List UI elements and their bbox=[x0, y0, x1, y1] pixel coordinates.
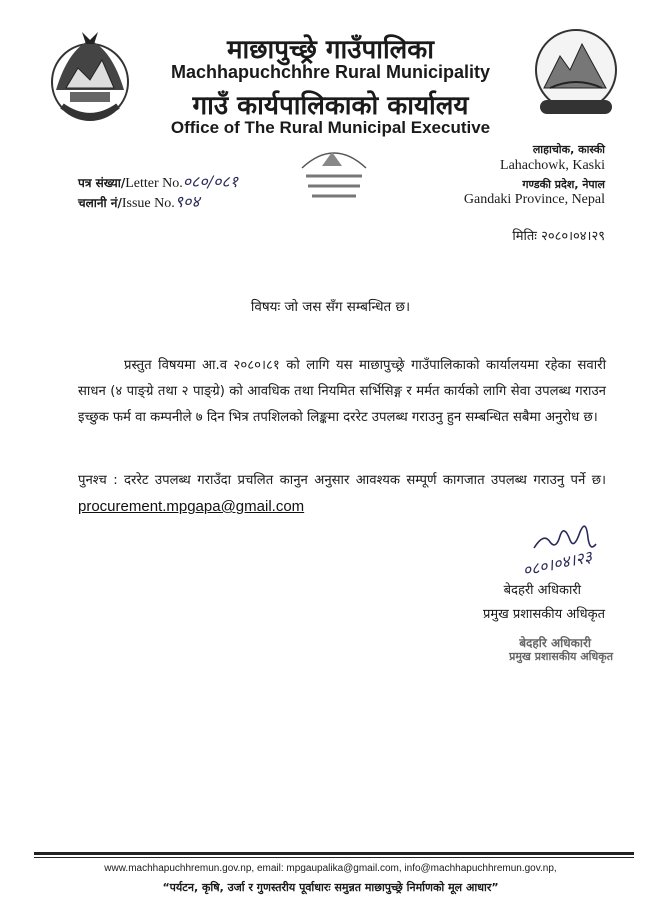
issue-label-np: चलानी नं/ bbox=[78, 196, 122, 210]
letter-number bbox=[78, 170, 238, 192]
signatory-title: प्रमुख प्रशासकीय अधिकृत bbox=[482, 607, 605, 622]
date-value: २०८०।०४।२९ bbox=[541, 229, 605, 244]
office-stamp bbox=[296, 138, 372, 208]
body-paragraph-2 bbox=[78, 468, 606, 521]
paragraph1-text: प्रस्तुत विषयमा आ.व २०८०।८१ को लागि यस माछापुच्छ्रे गाउँपालिकाको कार्यालयमा रहेका सवारी साधन (४ पाङ्ग्रे तथा २ पाङ्ग्रे) को आवधिक तथा नियमित सर्भिसिङ्ग र मर्मत कार्यको लागि सेवा उपलब्ध गराउन इच्छुक फर्म वा कम्पनीले ७ दिन भित्र तपशिलको लिङ्कमा दररेट उपलब्ध गराउनु हुन सम्बन्धित सबैमा अनुरोध छ। bbox=[78, 358, 606, 425]
address-line2-np: गण्डकी प्रदेश, नेपाल bbox=[522, 178, 605, 191]
address-line1-np: लाहाचोक, कास्की bbox=[532, 143, 605, 156]
office-name-english: Office of The Rural Municipal Executive bbox=[170, 118, 491, 137]
date-label: मितिः bbox=[512, 229, 537, 244]
subject-line: विषयः जो जस सँग सम्बन्धित छ। bbox=[250, 299, 411, 315]
municipality-name-nepali: माछापुच्छ्रे गाउँपालिका bbox=[226, 35, 435, 65]
issue-number-value: ९०४ bbox=[174, 192, 200, 211]
signatory-name: बेदहरी अधिकारी bbox=[503, 583, 581, 598]
office-name-nepali: गाउँ कार्यपालिकाको कार्यालय bbox=[192, 91, 469, 121]
address-line1-en: Lahachowk, Kaski bbox=[500, 158, 605, 173]
footer-divider-thick bbox=[34, 852, 634, 855]
municipality-name-english: Machhapuchchhre Rural Municipality bbox=[170, 62, 491, 82]
letter-date bbox=[512, 226, 605, 244]
signatory-stamp-title: प्रमुख प्रशासकीय अधिकृत bbox=[509, 650, 613, 663]
letter-label-en: Letter No. bbox=[125, 176, 183, 191]
address-line2-en: Gandaki Province, Nepal bbox=[463, 192, 605, 207]
footer-contact: www.machhapuchhremun.gov.np, email: mpgaupalika@gmail.com, info@machhapuchhremun.gov.np, bbox=[104, 863, 557, 874]
issue-label-en: Issue No. bbox=[121, 196, 175, 211]
signature-date: ०८०।०४।२३ bbox=[520, 546, 594, 581]
signatory-stamp-name: बेदहरि अधिकारी bbox=[519, 636, 591, 650]
issue-number bbox=[78, 190, 200, 212]
paragraph2-text: पुनश्च : दररेट उपलब्ध गराउँदा प्रचलित कानुन अनुसार आवश्यक सम्पूर्ण कागजात उपलब्ध गराउनु पर्ने छ। bbox=[78, 473, 606, 488]
footer-divider-thin bbox=[34, 857, 634, 858]
procurement-email-link[interactable]: procurement.mpgapa@gmail.com bbox=[78, 498, 305, 515]
footer-motto: “पर्यटन, कृषि, उर्जा र गुणस्तरीय पूर्वाधारः समुन्नत माछापुच्छ्रे निर्माणको मूल आधार” bbox=[162, 881, 499, 894]
letter-label-np: पत्र संख्या/ bbox=[78, 176, 126, 190]
body-paragraph-1 bbox=[78, 353, 606, 431]
letter-number-value: ०८०/०८१ bbox=[182, 172, 239, 191]
